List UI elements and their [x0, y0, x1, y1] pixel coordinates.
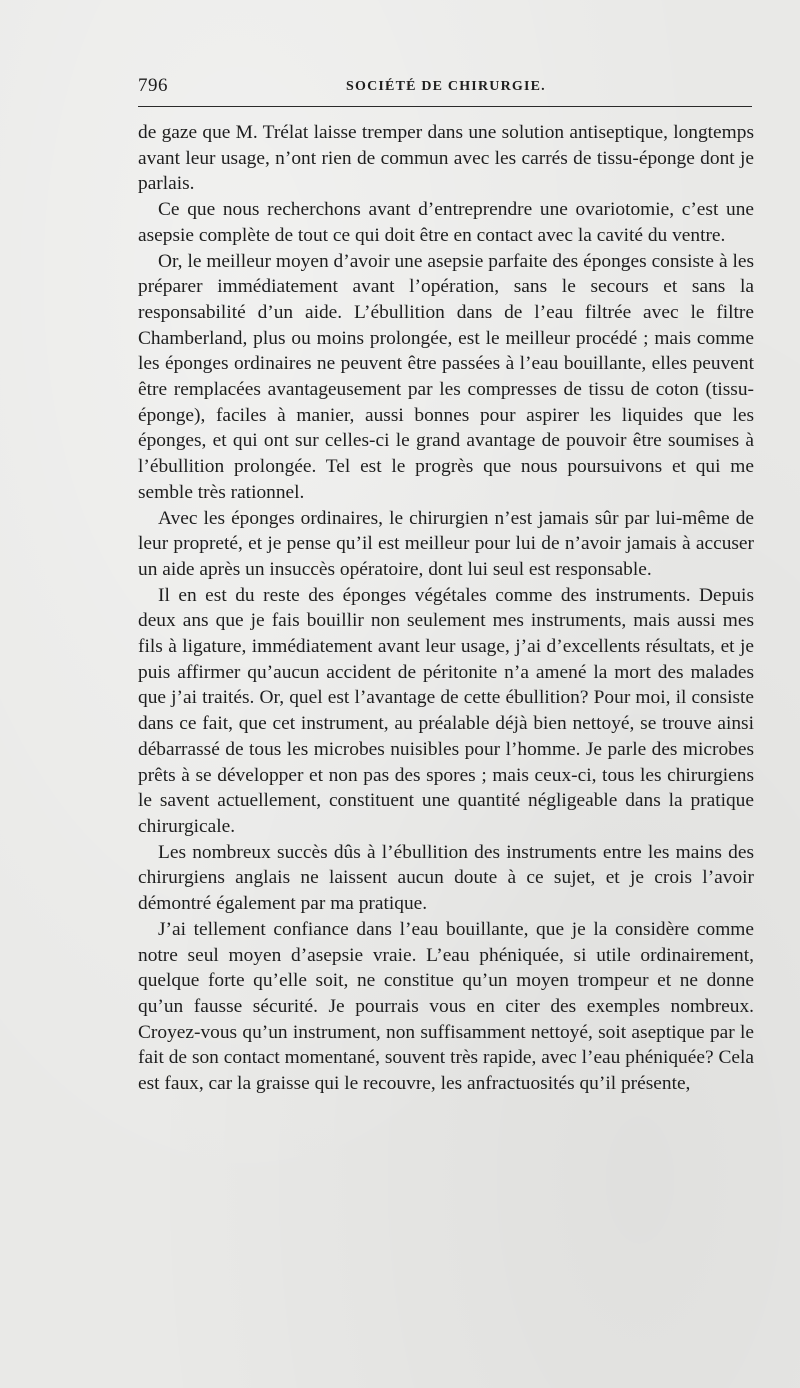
paragraph-1: de gaze que M. Trélat laisse tremper dans une solution antiseptique, longtemps avant leur usage, n’ont rien de commun avec les carrés de tissu-éponge dont je parlais. [138, 122, 754, 195]
paragraph-5: Il en est du reste des éponges végétales comme des instruments. Depuis deux ans que je fais bouillir non seulement mes instruments, mais aussi mes fils à ligature, immédiatement avant leur usage, j’ai d’excellents résultats, et je puis affirmer qu’aucun accident de péritonite n’a amené la mort des malades que j’ai traités. Or, quel est l’avantage de cette ébullition? Pour moi, il consiste dans ce fait, que cet instrument, au préalable déjà bien nettoyé, se trouve ainsi débarrassé de tous les microbes nuisibles pour l’homme. Je parle des microbes prêts à se développer et non pas des spores ; mais ceux-ci, tous les chirurgiens le savent actuellement, constituent une quantité négligeable dans la pratique chirurgicale. [138, 584, 754, 837]
paragraph-4: Avec les éponges ordinaires, le chirurgien n’est jamais sûr par lui-même de leur propreté, et je pense qu’il est meilleur pour lui de n’avoir jamais à accuser un aide après un insuccès opératoire, dont lui seul est responsable. [138, 507, 754, 580]
page-number: 796 [138, 75, 168, 96]
paragraph-7: J’ai tellement confiance dans l’eau bouillante, que je la considère comme notre seul moyen d’asepsie vraie. L’eau phéniquée, si utile ordinairement, quelque forte qu’elle soit, ne constitue qu’un moyen trompeur et ne donne qu’un fausse sécurité. Je pourrais vous en citer des exemples nombreux. Croyez-vous qu’un instrument, non suffisamment nettoyé, soit aseptique par le fait de son contact momentané, souvent très rapide, avec l’eau phéniquée? Cela est faux, car la graisse qui le recouvre, les anfractuosités qu’il présente, [138, 918, 754, 1095]
page-header [138, 72, 752, 100]
paragraph-2: Ce que nous recherchons avant d’entreprendre une ovariotomie, c’est une asepsie complète de tout ce qui doit être en contact avec la cavité du ventre. [138, 199, 754, 246]
running-title: SOCIÉTÉ DE CHIRURGIE. [346, 79, 546, 94]
paragraph-3: Or, le meilleur moyen d’avoir une asepsie parfaite des éponges consiste à les préparer immédiatement avant l’opération, sans le secours et sans la responsabilité d’un aide. L’ébullition dans de l’eau filtrée avec le filtre Chamberland, plus ou moins prolongée, est le meilleur procédé ; mais comme les éponges ordinaires ne peuvent être passées à l’eau bouillante, elles peuvent être remplacées avantageusement par les compresses de tissu de coton (tissu-éponge), faciles à manier, aussi bonnes pour aspirer les liquides que les éponges, et qui ont sur celles-ci le grand avantage de pouvoir être soumises à l’ébullition prolongée. Tel est le progrès que nous poursuivons et qui me semble très rationnel. [138, 250, 754, 503]
paragraph-6: Les nombreux succès dûs à l’ébullition des instruments entre les mains des chirurgiens anglais ne laissent aucun doute à ce sujet, et je crois l’avoir démontré également par ma pratique. [138, 841, 754, 915]
body-text [138, 120, 754, 1097]
header-rule [138, 106, 752, 107]
